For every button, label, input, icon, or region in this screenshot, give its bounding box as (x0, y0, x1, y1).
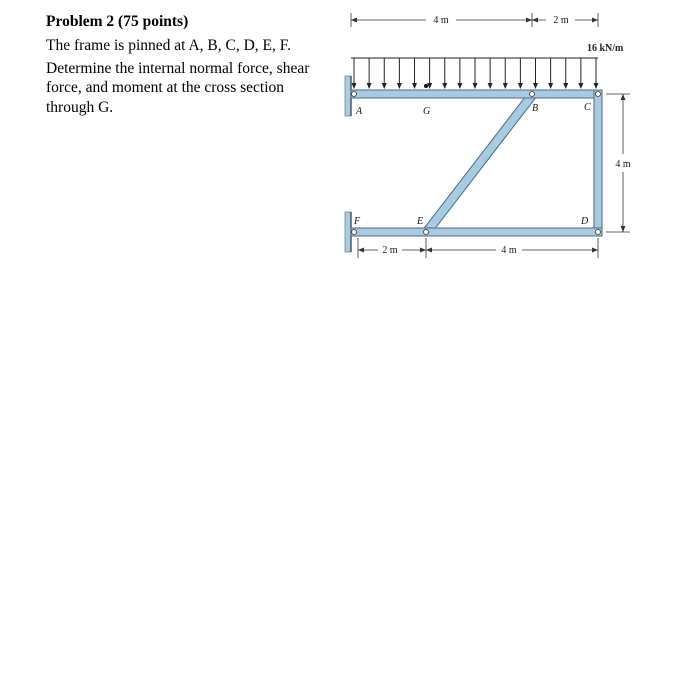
member-ac (351, 90, 600, 98)
problem-statement: The frame is pinned at A, B, C, D, E, F. (46, 37, 292, 54)
dim-top-left-label: 4 m (433, 15, 449, 26)
dim-right-label: 4 m (615, 159, 631, 170)
wall-support-top (345, 76, 351, 116)
load-arrow-head (563, 83, 568, 89)
section-point-g (424, 84, 428, 88)
dim-right-arrowhead-top (621, 94, 626, 100)
dim-bottom-right-label: 4 m (501, 245, 517, 256)
load-arrow-head (578, 83, 583, 89)
dim-bottom-arrowhead-d (592, 248, 598, 253)
dim-top-arrowhead-b-right (532, 18, 538, 23)
dim-top-arrowhead-b-left (526, 18, 532, 23)
load-arrows (352, 58, 599, 89)
load-arrow-head (518, 83, 523, 89)
load-arrow-head (412, 83, 417, 89)
member-be (422, 92, 537, 235)
point-label-c: C (584, 102, 591, 113)
point-label-g: G (423, 106, 431, 117)
dim-bottom-left-label: 2 m (382, 245, 398, 256)
load-label: 16 kN/m (587, 43, 624, 54)
dim-top-arrowhead-a (351, 18, 357, 23)
load-arrow-head (533, 83, 538, 89)
point-label-e: E (417, 216, 424, 227)
point-label-a: A (356, 106, 363, 117)
problem-question: Determine the internal normal force, shear force, and moment at the cross section through G. (46, 59, 310, 116)
load-arrow-head (397, 83, 402, 89)
member-fd (351, 228, 602, 236)
point-label-b: B (532, 103, 539, 114)
load-arrow-head (457, 83, 462, 89)
load-arrow-head (594, 83, 599, 89)
pin-e (424, 230, 429, 235)
wall-support-bottom (345, 212, 351, 252)
load-arrow-head (548, 83, 553, 89)
dim-bottom-arrowhead-e-right (426, 248, 432, 253)
load-arrow-head (488, 83, 493, 89)
load-arrow-head (382, 83, 387, 89)
point-label-d: D (581, 216, 589, 227)
pin-f (352, 230, 357, 235)
member-cd (594, 90, 602, 235)
dim-bottom-arrowhead-f (358, 248, 364, 253)
pin-a (352, 92, 357, 97)
dim-top-arrowhead-c (592, 18, 598, 23)
dim-top-right-label: 2 m (553, 15, 569, 26)
problem-title: Problem 2 (75 points) (46, 13, 189, 30)
point-label-f: F (354, 216, 361, 227)
load-arrow-head (442, 83, 447, 89)
load-arrow-head (503, 83, 508, 89)
pin-b (530, 92, 535, 97)
dim-bottom-arrowhead-e-left (420, 248, 426, 253)
load-arrow-head (367, 83, 372, 89)
pin-d (596, 230, 601, 235)
load-arrow-head (352, 83, 357, 89)
pin-c (596, 92, 601, 97)
load-arrow-head (473, 83, 478, 89)
dim-right-arrowhead-bottom (621, 226, 626, 232)
